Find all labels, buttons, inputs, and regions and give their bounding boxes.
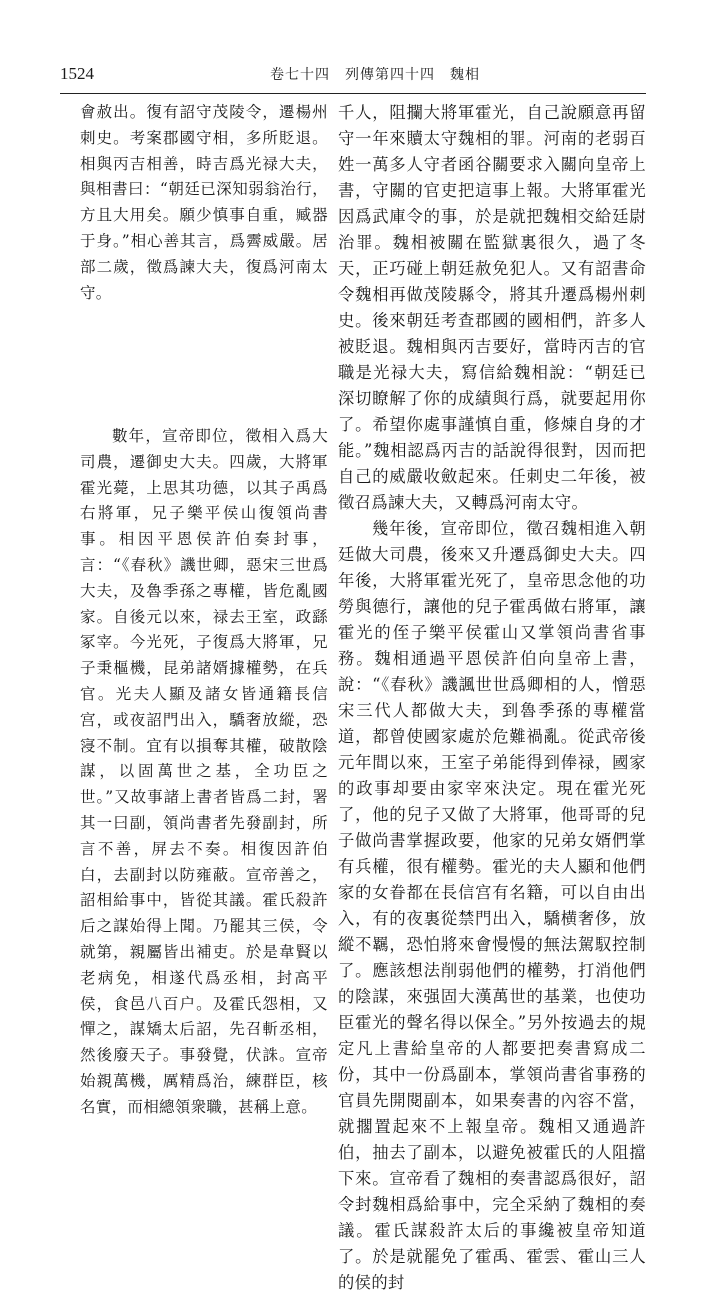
classical-text-column-bottom bbox=[80, 424, 328, 1121]
translation-paragraph: 千人，阻攔大將軍霍光，自己說願意再留守一年來贖太守魏相的罪。河南的老弱百姓一萬多人守者函谷關要求入關向皇帝上書，守關的官吏把這事上報。大將軍霍光因爲武庫令的事，於是就把魏相交給廷尉治罪。魏相被關在監獄裏很久，過了冬天，正巧碰上朝廷赦免犯人。又有詔書命令魏相再做茂陵縣令，將其升遷爲楊州刺史。後來朝廷考查郡國的國相們，許多人被貶退。魏相與丙吉要好，當時丙吉的官職是光禄大夫，寫信給魏相說：“朝廷已深切瞭解了你的成績與行爲，就要起用你了。希望你處事謹慎自重，修煉自身的才能。”魏相認爲丙吉的話說得很對，因而把自己的威嚴收斂起來。任刺史二年後，被徵召爲諫大夫，又轉爲河南太守。 bbox=[338, 103, 646, 512]
translation-paragraph: 幾年後，宣帝即位，徵召魏相進入朝廷做大司農，後來又升遷爲御史大夫。四年後，大將軍霍光死了，皇帝思念他的功勞與德行，讓他的兒子霍禹做右將軍，讓霍光的侄子樂平侯霍山又掌領尚書省事務。魏相通過平恩侯許伯向皇帝上書，說：“《春秋》譏諷世世爲卿相的人，憎惡宋三代人都做大夫，到魯季孫的專權當道，都曾使國家處於危難禍亂。從武帝後元年間以來，王室子弟能得到俸禄，國家的政事却要由家宰來決定。現在霍光死了，他的兒子又做了大將軍，他哥哥的兒子做尚書掌握政要，他家的兄弟女婿們掌有兵權，很有權勢。霍光的夫人顯和他們家的女眷都在長信宫有名籍，可以自由出入，有的夜裏從禁門出入，驕横奢侈，放縱不羈，恐怕將來會慢慢的無法駕馭控制了。應該想法削弱他們的權勢，打消他們的陰謀，來强固大漢萬世的基業，也使功臣霍光的聲名得以保全。”另外按過去的規定凡上書給皇帝的人都要把奏書寫成二份，其中一份爲副本，掌領尚書省事務的官員先開閱副本，如果奏書的內容不當，就擱置起來不上報皇帝。魏相又通過許伯，抽去了副本，以避免被霍氏的人阻擋下來。宣帝看了魏相的奏書認爲很好，詔令封魏相爲給事中，完全采納了魏相的奏議。霍氏謀殺許太后的事纔被皇帝知道了。於是就罷免了霍禹、霍雲、霍山三人的侯的封 bbox=[338, 519, 646, 1292]
header-rule bbox=[60, 93, 646, 94]
classical-text-column-top bbox=[80, 100, 328, 306]
page-number: 1524 bbox=[60, 64, 94, 83]
page-header bbox=[60, 62, 646, 90]
running-head: 卷七十四 列傳第四十四 魏相 bbox=[270, 67, 480, 83]
translation-text-column bbox=[338, 100, 646, 1296]
classical-paragraph: 會赦出。復有詔守茂陵令，遷楊州刺史。考案郡國守相，多所貶退。相與丙吉相善，時吉爲光禄大夫，與相書曰：“朝廷已深知弱翁治行，方且大用矣。願少慎事自重，臧器于身。”相心善其言，爲霽威嚴。居部二歲，徵爲諫大夫，復爲河南太守。 bbox=[80, 103, 328, 302]
classical-paragraph: 數年，宣帝即位，徵相入爲大司農，遷御史大夫。四歲，大將軍霍光薨，上思其功德，以其子禹爲右將軍，兄子樂平侯山復領尚書事。相因平恩侯許伯奏封事，言：“《春秋》譏世卿，惡宋三世爲大夫，及魯季孫之專權，皆危亂國家。自後元以來，禄去王室，政繇冢宰。今光死，子復爲大將軍，兄子秉樞機，昆弟諸婿據權勢，在兵官。光夫人顯及諸女皆通籍長信宫，或夜詔門出入，驕奢放縱，恐寖不制。宜有以損奪其權，破散陰謀，以固萬世之基，全功臣之世。”又故事諸上書者皆爲二封，署其一曰副，領尚書者先發副封，所言不善，屏去不奏。相復因許伯白，去副封以防雍蔽。宣帝善之，詔相給事中，皆從其議。霍氏殺許后之謀始得上聞。乃罷其三侯，令就第，親屬皆出補吏。於是韋賢以老病免，相遂代爲丞相，封高平侯，食邑八百户。及霍氏怨相，又憚之，謀矯太后詔，先召斬丞相，然後廢天子。事發覺，伏誅。宣帝始親萬機，厲精爲治，練群臣，核名實，而相總領衆職，甚稱上意。 bbox=[80, 427, 328, 1116]
